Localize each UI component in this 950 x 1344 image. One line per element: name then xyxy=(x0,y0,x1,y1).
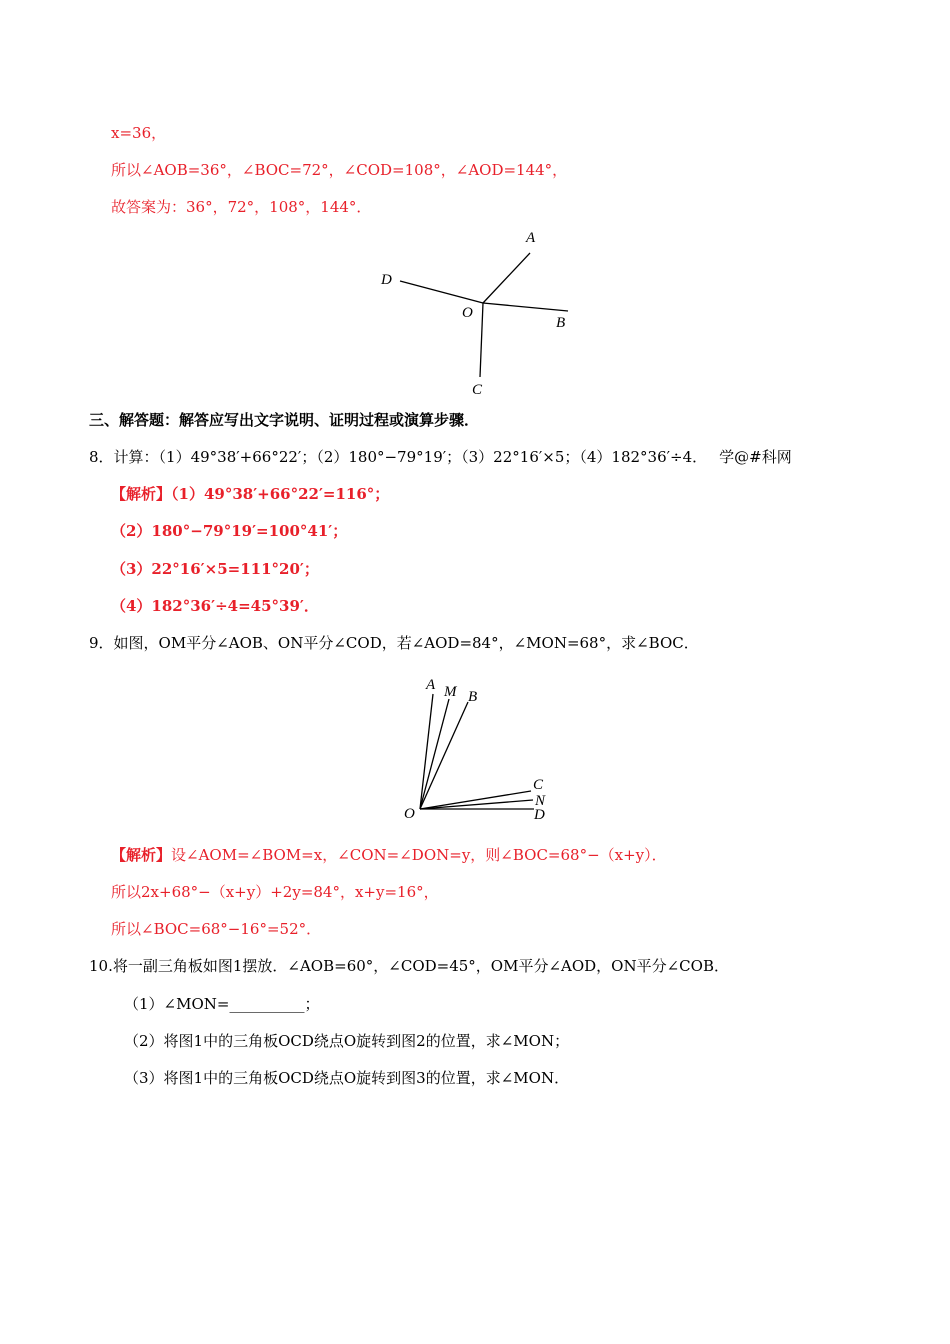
q10-part-2: （2）将图1中的三角板OCD绕点O旋转到图2的位置，求∠MON； xyxy=(124,1032,570,1050)
q9-text: 如图，OM平分∠AOB、ON平分∠COD，若∠AOD=84°，∠MON=68°，求∠BOC． xyxy=(113,634,699,652)
figure-rays-amb-cnd xyxy=(398,672,558,827)
section-3-title: 三、解答题：解答应写出文字说明、证明过程或演算步骤． xyxy=(89,411,480,429)
label-a: A xyxy=(426,677,436,693)
prev-solution-line-2: 所以∠AOB=36°，∠BOC=72°，∠COD=108°，∠AOD=144°， xyxy=(111,161,568,179)
q10-part-3: （3）将图1中的三角板OCD绕点O旋转到图3的位置，求∠MON． xyxy=(124,1069,570,1087)
label-b: B xyxy=(468,689,478,705)
prev-solution-line-1: x=36， xyxy=(111,124,167,142)
q9-analysis-tag: 【解析】 xyxy=(111,846,172,864)
q8-stem xyxy=(89,447,792,467)
q9-solution-1 xyxy=(111,845,667,865)
label-c: C xyxy=(533,777,544,793)
q8-answer-3: （3）22°16′×5=111°20′； xyxy=(111,560,319,578)
q9-solution-2: 所以2x+68°−（x+y）+2y=84°，x+y=16°， xyxy=(111,883,439,901)
label-c: C xyxy=(472,382,483,398)
label-o: O xyxy=(462,305,473,321)
label-n: N xyxy=(535,793,546,809)
ray-oa xyxy=(483,253,530,303)
ray-on xyxy=(420,800,533,809)
q8-answer-1-text: （1）49°38′+66°22′=116°； xyxy=(171,485,390,503)
prev-solution-line-3: 故答案为：36°，72°，108°，144°． xyxy=(111,198,372,216)
label-m: M xyxy=(444,684,457,700)
q8-answer-1 xyxy=(111,484,389,504)
q10-number: 10. xyxy=(89,957,113,975)
q9-solution-1-text: 设∠AOM=∠BOM=x，∠CON=∠DON=y，则∠BOC=68°−（x+y）． xyxy=(171,846,667,864)
q8-analysis-tag: 【解析】 xyxy=(111,485,172,503)
q9-solution-3: 所以∠BOC=68°−16°=52°． xyxy=(111,920,322,938)
ray-oa xyxy=(420,694,433,809)
q8-text: 计算：（1）49°38′+66°22′；（2）180°−79°19′；（3）22°16′×5；（4）182°36′÷4． xyxy=(113,448,708,466)
figure-rays-aobcd xyxy=(370,225,590,400)
label-o: O xyxy=(404,806,415,822)
label-d: D xyxy=(381,272,392,288)
ray-od xyxy=(400,281,483,303)
ray-oc xyxy=(420,791,531,809)
q10-stem xyxy=(89,956,729,976)
label-a: A xyxy=(526,230,536,246)
label-d: D xyxy=(534,807,545,823)
q8-number: 8． xyxy=(89,448,114,466)
label-b: B xyxy=(556,315,566,331)
q8-answer-2: （2）180°−79°19′=100°41′； xyxy=(111,522,348,540)
q10-text: 将一副三角板如图1摆放．∠AOB=60°，∠COD=45°，OM平分∠AOD，ON平分∠COB． xyxy=(112,957,729,975)
q9-number: 9． xyxy=(89,634,114,652)
q9-stem xyxy=(89,633,699,653)
q8-answer-4: （4）182°36′÷4=45°39′． xyxy=(111,597,319,615)
q10-part-1: （1）∠MON=__________； xyxy=(124,995,320,1013)
ray-ob xyxy=(483,303,568,311)
q8-source-tag: 学@#科网 xyxy=(719,448,792,466)
ray-oc xyxy=(480,303,483,377)
